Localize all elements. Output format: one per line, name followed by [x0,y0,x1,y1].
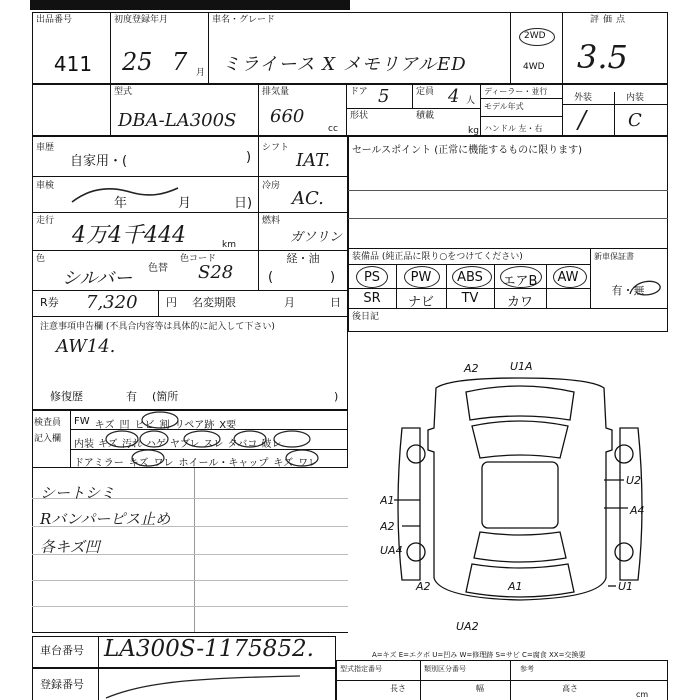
inspector-row1-item: リペア跡 [174,420,215,431]
exterior-label: 外装 [574,93,593,103]
diagram-body-outline [428,378,612,600]
reg-label: 登録番号 [40,678,84,691]
exterior-grade: / [578,106,587,134]
aircon-label: 冷房 [262,181,281,191]
chassis-label: 車台番号 [40,644,84,657]
inspector-row1-item: 割 [159,420,170,431]
equip-pw-circle [404,266,440,288]
inspector-row3-item: ワレ [153,458,174,469]
equip-pw: PW [410,270,432,285]
color-change-label: 色替 [148,263,168,274]
warranty-circle-mark [626,276,666,300]
name-change-month: 月 [284,296,295,309]
height-label: 高さ [562,684,578,693]
first-reg-month: 7 [172,48,188,76]
history-value: 自家用・( [70,154,128,169]
type-designation-label: 型式指定番号 [340,665,382,673]
equip-sr: SR [363,291,381,306]
mileage-value: 4万4千444 [72,223,186,248]
inspector-row3-item: ドアミラー [74,458,124,469]
capacity: 4 [448,86,460,107]
repair-value: 有 [126,390,137,403]
drive-2wd: 2WD [524,31,546,41]
capacity-unit: 人 [466,96,476,106]
interior-grade: C [628,110,642,131]
damage-code: U2 [626,474,642,487]
equip-tv: TV [461,291,479,306]
inspector-row1-item: ヒビ [134,420,155,431]
warranty-value: 有・無 [611,284,645,297]
car-name: ミライース X メモリアルED [222,54,467,75]
notes-value: AW14. [56,336,116,357]
remark-line: 各キズ凹 [40,538,100,556]
history-label: 車歴 [36,143,55,153]
displacement: 660 [270,106,305,127]
interior-label: 内装 [626,93,645,103]
inspector-row2-item: 内装 [74,439,94,450]
chassis-value: LA300S-1175852. [104,636,314,662]
shape-label: 形状 [350,111,369,121]
inspector-row3-item: キズ [273,458,294,469]
score: 3.5 [577,38,628,76]
diagram-wheel [407,543,425,561]
damage-code: U1 [618,580,634,593]
repair-place: (箇所 [152,390,179,403]
damage-code: A4 [630,504,645,517]
inspector-row2-item: 汚れ [121,439,142,450]
color-code-label: 色コード [180,254,217,264]
name-change-label: 名変期限 [192,296,236,309]
equip-airbag-circle [500,266,542,288]
later-label: 後日記 [352,312,380,322]
inspector-row2-item: タバコ [227,439,258,450]
fuel-value: ガソリン [290,230,343,245]
door: 5 [378,86,390,107]
displacement-label: 排気量 [262,87,290,97]
title-strip [30,0,350,10]
inspector-circle-marks [70,410,350,468]
inspector-row1-item: キズ [94,420,115,431]
width-label: 幅 [476,684,484,693]
model-year-label: モデル年式 [484,102,524,111]
model-label: 型式 [114,87,133,97]
model: DBA-LA300S [118,110,237,131]
fuel-extra-close: ) [330,270,336,285]
inspection-label: 車検 [36,181,55,191]
code-legend: A=キズ E=エクボ U=凹み W=修理跡 S=サビ C=腐食 XX=交換要 [372,651,586,659]
equip-aw-circle [553,266,587,288]
car-name-label: 車名・グレード [212,15,276,25]
inspection-month: 月 [178,196,192,211]
damage-code: A1 [380,494,395,507]
equip-airbag: エアB [502,274,538,289]
displacement-unit: cc [328,124,338,134]
repair-label: 修復歴 [50,390,83,403]
equip-navi: ナビ [407,295,434,310]
first-reg-year: 25 [122,48,153,76]
diagram-wheel [615,543,633,561]
damage-code: A2 [380,520,395,533]
shift-label: シフト [262,143,290,153]
fuel-extra: 経・油 [286,252,320,265]
inspector-row1-item: 凹 [119,420,130,431]
equip-abs-circle [452,266,492,288]
damage-code: A2 [416,580,431,593]
inspector-label-1: 検査員 [34,418,62,428]
diagram-wheel [407,445,425,463]
inspector-row2-item: 破レ [261,439,282,450]
shift-value: IAT. [296,150,331,171]
inspector-label-2: 記入欄 [34,434,62,444]
equip-abs: ABS [457,270,483,285]
reg-scribble [104,674,304,700]
diagram-hood [466,386,574,420]
damage-code: UA4 [380,544,403,557]
inspector-row3-item: ホイール・キャップ [178,458,269,469]
sales-point-label: セールスポイント (正常に機能するものに限ります) [352,145,583,156]
load-label: 積載 [416,111,435,121]
inspector-row1-item: X要 [219,420,237,431]
inspection-year: 年 [114,196,128,211]
remark-line: Rバンパーピス止め [40,510,171,528]
inspector-row3-item: ワレ [298,458,319,469]
fuel-extra-open: ( [268,270,274,285]
length-label: 長さ [390,684,406,693]
inspector-row2-item: ハゲ [145,439,166,450]
lot-label: 出品番号 [36,15,73,25]
color-code: S28 [198,262,234,283]
score-label: 評価点 [590,15,630,25]
diagram-roof [482,462,558,528]
cm-unit: cm [636,690,649,699]
history-close: ) [246,150,252,165]
damage-code: A2 [464,362,479,375]
inspector-row2-item: ヤブレ [169,439,200,450]
handle-label: ハンドル 左・右 [484,124,543,133]
recycle-label: R券 [40,296,59,309]
notes-label: 注意事項申告欄 (不具合内容等は具体的に記入して下さい) [40,322,275,332]
mileage-unit: km [222,240,236,250]
equip-ps: PS [363,270,381,285]
load-unit: kg [468,126,479,136]
door-label: ドア [350,87,368,97]
warranty-label: 新車保証書 [594,252,634,261]
diagram-front-glass [472,421,568,458]
inspector-row3-item: キズ [128,458,149,469]
color-value: シルバー [62,268,133,289]
remark-line: シートシミ [40,484,116,502]
equip-aw: AW [557,270,579,285]
class-label: 類別区分番号 [424,665,466,673]
recycle-value: 7,320 [86,292,138,313]
reference-label: 参考 [520,665,534,673]
lot-number: 411 [53,52,93,76]
month-unit: 月 [196,68,206,78]
diagram-rear-glass [474,532,566,562]
mileage-label: 走行 [36,216,55,226]
equip-leather: カワ [506,295,533,310]
damage-code: A1 [508,580,523,593]
recycle-unit: 円 [166,296,177,309]
inspection-scribble [70,182,180,210]
damage-code: U1A [510,360,533,373]
inspection-day: 日) [234,196,253,211]
name-change-day: 日 [330,296,341,309]
aircon-value: AC. [292,188,324,209]
car-condition-diagram [380,358,660,634]
repair-close: ) [334,390,339,403]
fuel-label: 燃料 [262,216,281,226]
inspector-row1-item: FW [74,416,90,427]
equip-ps-circle [356,266,388,288]
capacity-label: 定員 [416,87,435,97]
inspector-row2-item: スレ [203,439,224,450]
equipment-label: 装備品 (純正品に限り○をつけてください) [352,252,523,262]
diagram-wheel [615,445,633,463]
inspector-row2-item: キズ [98,439,118,450]
dealer-label: ディーラー・並行 [484,87,548,96]
first-reg-label: 初度登録年月 [114,15,169,25]
color-label: 色 [36,254,46,264]
drive-4wd: 4WD [523,62,545,72]
damage-code: UA2 [456,620,479,633]
